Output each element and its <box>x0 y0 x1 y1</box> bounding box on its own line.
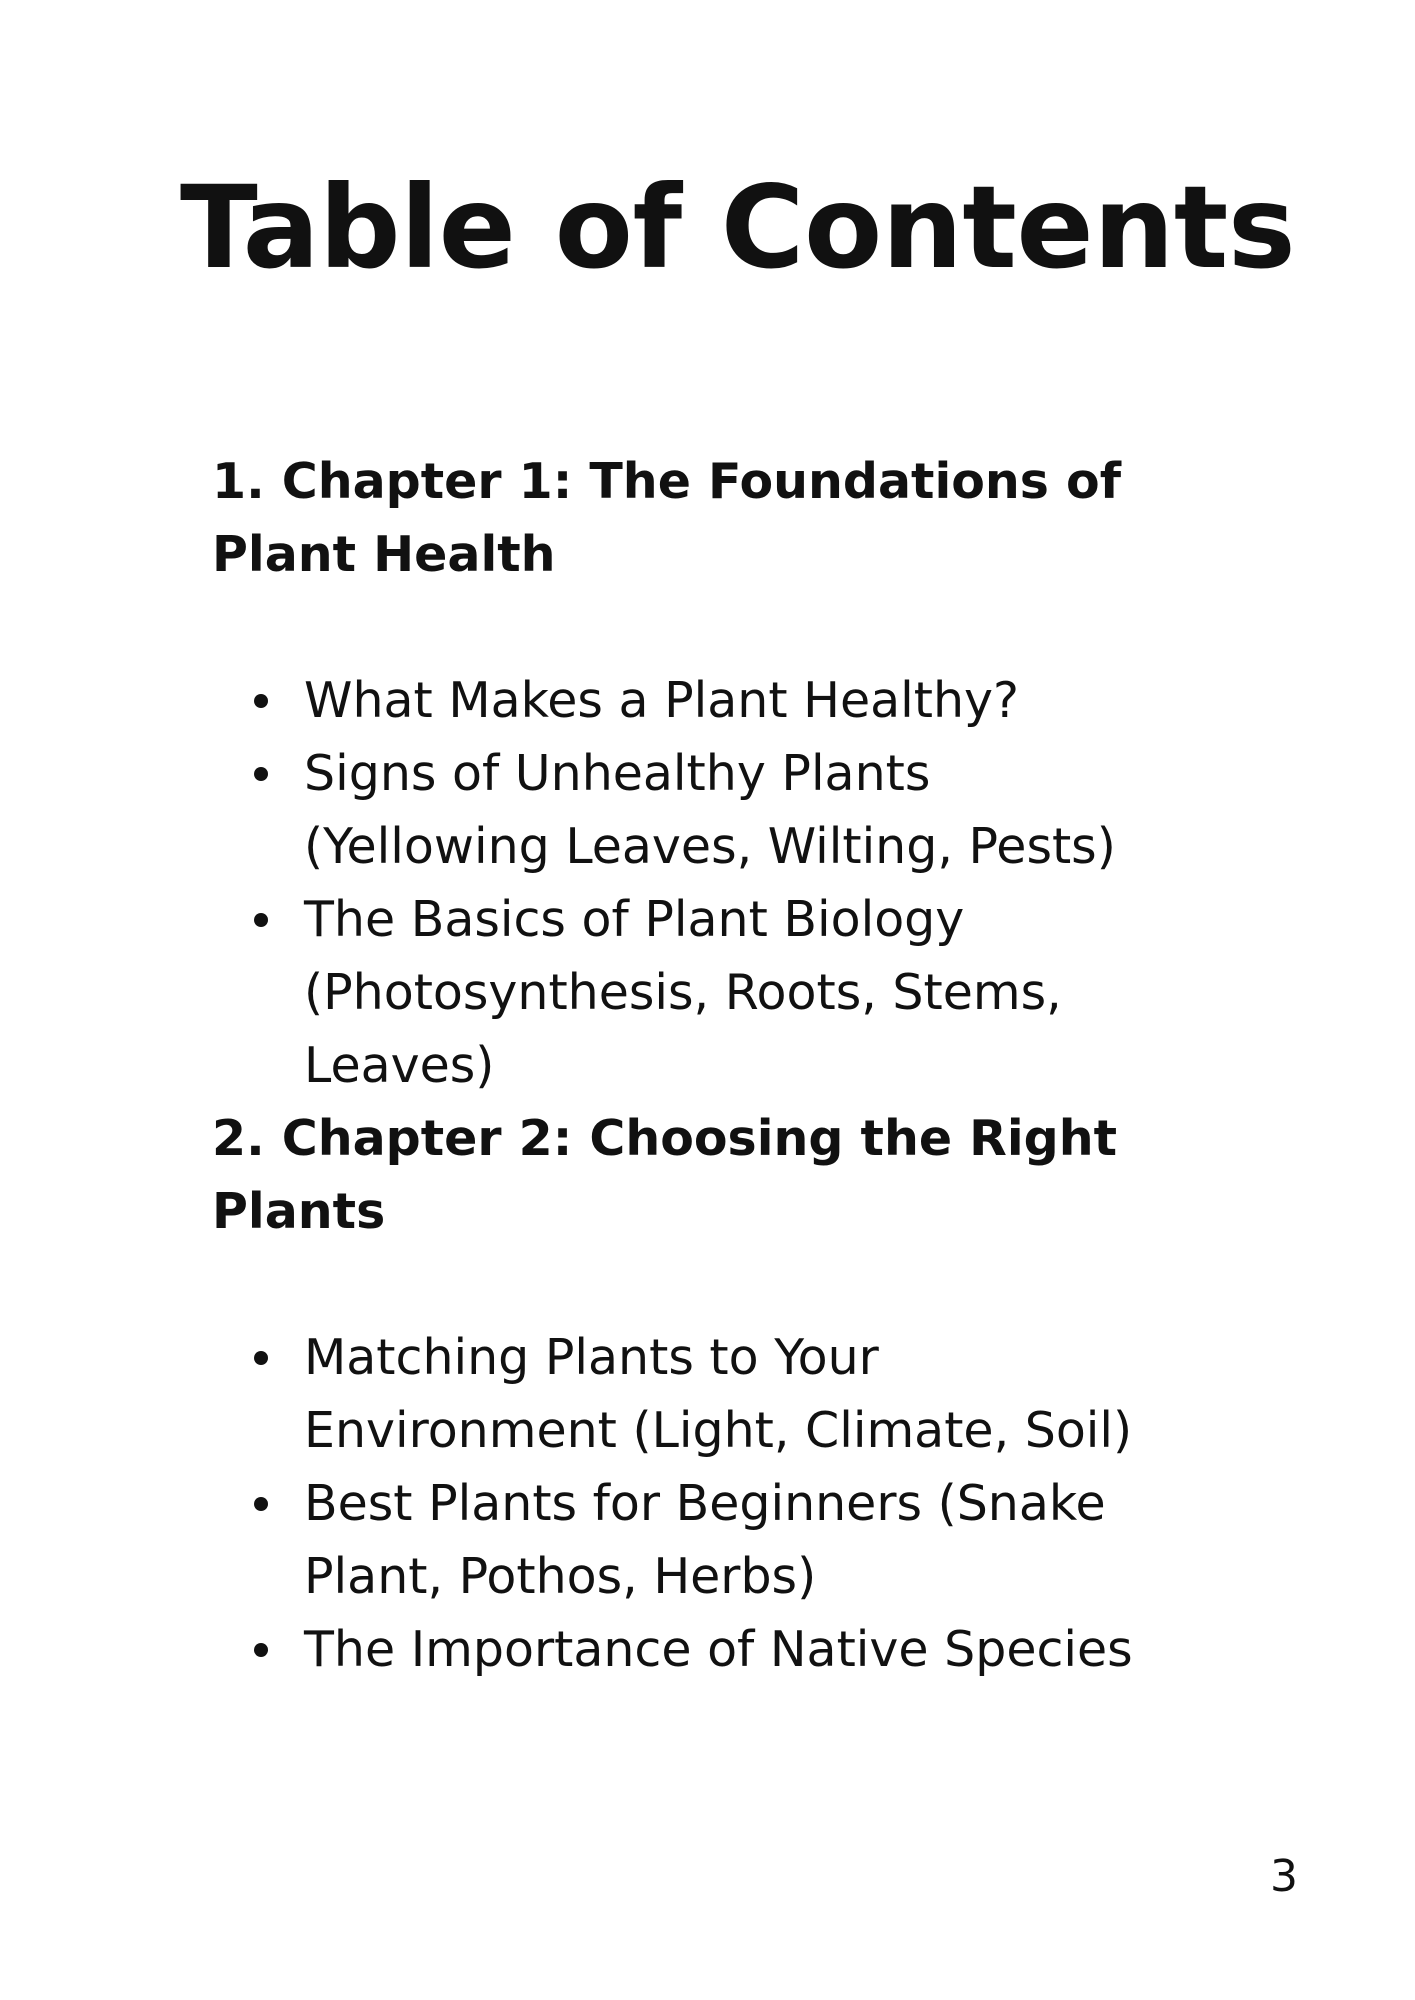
bullet-dot-icon <box>254 694 268 708</box>
chapter-2-heading: 2. Chapter 2: Choosing the Right Plants <box>212 1110 1118 1240</box>
chapter-1-section <box>212 445 1172 1102</box>
chapter-1-spacing <box>212 591 1172 664</box>
topic-text: Signs of Unhealthy Plants (Yellowing Leaves, Wilting, Pests) <box>304 745 1116 875</box>
chapter-1-topic-list <box>212 664 1172 1102</box>
topic-text: The Importance of Native Species <box>304 1621 1133 1678</box>
chapter-2-topic-3 <box>212 1613 1172 1686</box>
chapter-2-topic-2 <box>212 1467 1172 1613</box>
topic-text: Matching Plants to Your Environment (Light, Climate, Soil) <box>304 1329 1133 1459</box>
bullet-dot-icon <box>254 1351 268 1365</box>
bullet-dot-icon <box>254 1643 268 1657</box>
chapter-1-heading: 1. Chapter 1: The Foundations of Plant Health <box>212 453 1122 583</box>
topic-text: What Makes a Plant Healthy? <box>304 672 1020 729</box>
chapter-2-spacing <box>212 1248 1172 1321</box>
chapter-1-topic-2 <box>212 737 1172 883</box>
page-number: 3 <box>1270 1851 1298 1902</box>
chapter-2-topic-1 <box>212 1321 1172 1467</box>
bullet-dot-icon <box>254 767 268 781</box>
chapter-1-topic-1 <box>212 664 1172 737</box>
chapter-1-topic-3 <box>212 883 1172 1102</box>
page-title: Table of Contents <box>180 161 1296 294</box>
chapter-2-section <box>212 1102 1172 1686</box>
bullet-dot-icon <box>254 913 268 927</box>
table-of-contents <box>212 445 1172 1686</box>
bullet-dot-icon <box>254 1497 268 1511</box>
topic-text: Best Plants for Beginners (Snake Plant, Pothos, Herbs) <box>304 1475 1106 1605</box>
topic-text: The Basics of Plant Biology (Photosynthesis, Roots, Stems, Leaves) <box>304 891 1062 1094</box>
chapter-2-topic-list <box>212 1321 1172 1686</box>
